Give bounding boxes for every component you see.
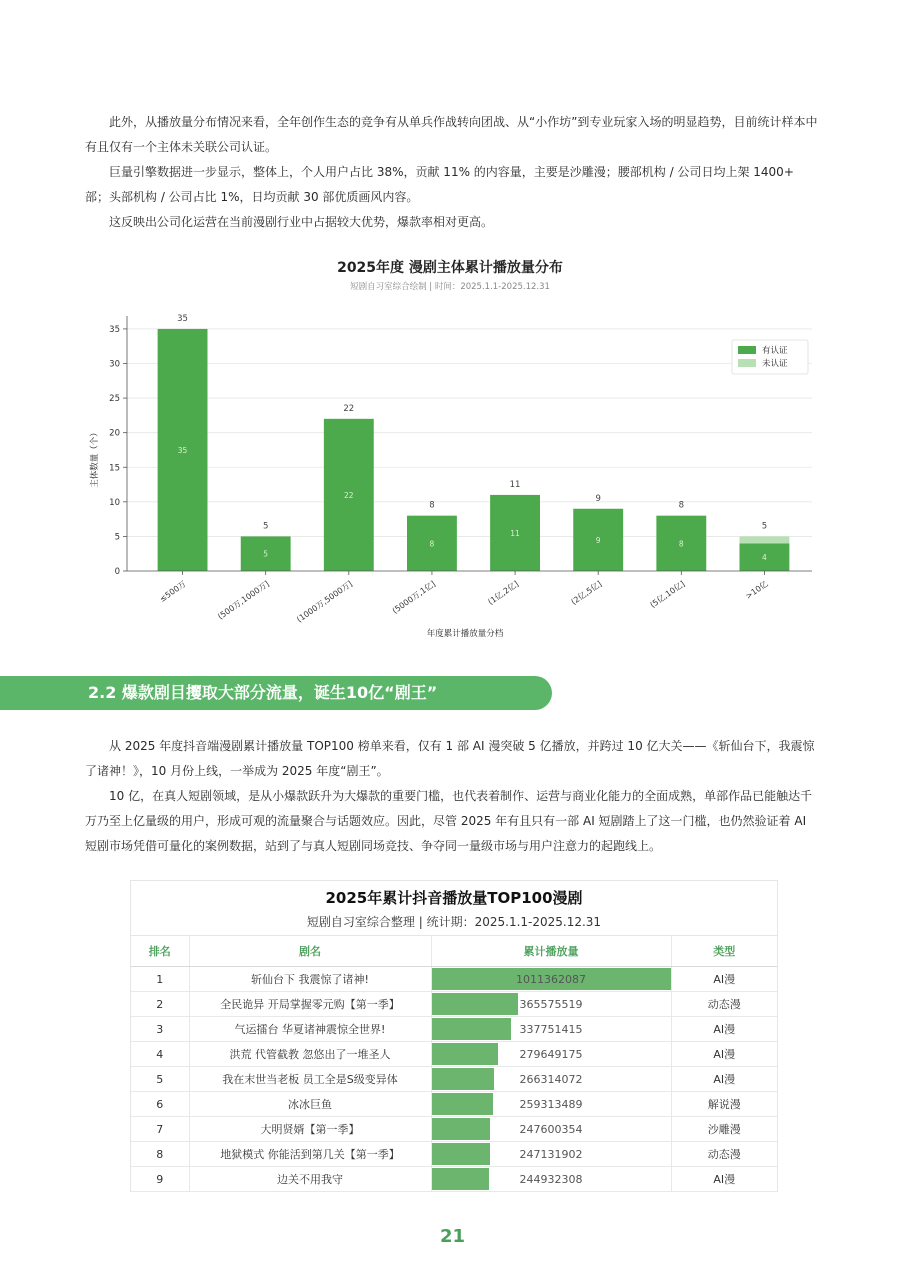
chart-title: 2025年度 漫剧主体累计播放量分布	[337, 260, 563, 276]
row-type: AI漫	[671, 1067, 777, 1092]
row-plays-cell	[431, 1067, 671, 1092]
bar-total-label: 22	[343, 403, 355, 414]
top100-table	[131, 935, 777, 1192]
table-header-row	[131, 936, 777, 967]
row-title: 大明贤婿【第一季】	[189, 1117, 431, 1142]
table-title: 2025年累计抖音播放量TOP100漫剧	[325, 889, 583, 907]
table-row	[131, 1142, 777, 1167]
table-row	[131, 967, 777, 992]
row-rank: 3	[131, 1017, 189, 1042]
y-tick-label: 15	[109, 463, 120, 474]
x-tick-label: (5000万,1亿]	[390, 579, 438, 616]
x-tick-label: (1000万,5000万]	[295, 579, 354, 625]
y-tick-label: 20	[109, 428, 120, 439]
y-tick-label: 35	[109, 324, 120, 335]
y-tick-label: 25	[109, 394, 120, 405]
bar-inner-label: 35	[177, 445, 188, 455]
row-title: 斩仙台下 我震惊了诸神!	[189, 967, 431, 992]
row-type: 动态漫	[671, 992, 777, 1017]
row-title: 冰冰巨鱼	[189, 1092, 431, 1117]
chart-y-axis-label: 主体数量（个）	[90, 428, 100, 488]
section-header-bar	[0, 676, 552, 710]
row-title: 洪荒 代管截教 忽悠出了一堆圣人	[189, 1042, 431, 1067]
page-number: 21	[439, 1226, 466, 1247]
row-plays-cell	[431, 1142, 671, 1167]
bar-total-label: 8	[678, 500, 685, 511]
intro-paragraph-1: 此外，从播放量分布情况来看，全年创作生态的竞争有从单兵作战转向团战、从“小作坊”到专业玩家入场的明显趋势，目前统计样本中有且仅有一个主体未关联公司认证。	[85, 115, 818, 154]
chart-svg	[80, 250, 820, 650]
bar-total-label: 35	[177, 313, 188, 324]
row-rank: 1	[131, 967, 189, 992]
table-row	[131, 1092, 777, 1117]
intro-paragraph-3: 这反映出公司化运营在当前漫剧行业中占据较大优势，爆款率相对更高。	[109, 215, 494, 229]
row-plays-cell	[431, 1117, 671, 1142]
table-row	[131, 992, 777, 1017]
row-type: AI漫	[671, 967, 777, 992]
bar-inner-label: 8	[429, 539, 435, 549]
header-rank: 排名	[131, 936, 189, 967]
header-name: 剧名	[189, 936, 431, 967]
y-tick-label: 0	[114, 567, 120, 577]
row-type: AI漫	[671, 1167, 777, 1192]
bar-inner-label: 5	[263, 549, 269, 559]
x-tick-label: (2亿,5亿]	[569, 579, 604, 607]
y-tick-label: 10	[109, 497, 120, 508]
x-tick-label: (1亿,2亿]	[486, 579, 521, 607]
table-row	[131, 1067, 777, 1092]
header-plays: 累计播放量	[431, 936, 671, 967]
table-row	[131, 1017, 777, 1042]
chart-bars	[158, 314, 790, 571]
table-row	[131, 1167, 777, 1192]
row-type: 解说漫	[671, 1092, 777, 1117]
row-rank: 9	[131, 1167, 189, 1192]
top100-table-card	[130, 880, 778, 1192]
row-rank: 8	[131, 1142, 189, 1167]
y-tick-label: 30	[109, 359, 120, 370]
row-rank: 6	[131, 1092, 189, 1117]
row-plays: 247600354	[519, 1122, 583, 1136]
table-row	[131, 1042, 777, 1067]
body-paragraph-1: 从 2025 年度抖音端漫剧累计播放量 TOP100 榜单来看，仅有 1 部 AI 漫突破 5 亿播放，并跨过 10 亿大关——《斩仙台下，我震惊了诸神！》，10 月份上线，一举成为 2025 年度“剧王”。	[85, 739, 815, 778]
bar-inner-label: 4	[762, 553, 767, 563]
row-type: 动态漫	[671, 1142, 777, 1167]
bar-uncertified	[740, 536, 790, 543]
row-title: 边关不用我守	[189, 1167, 431, 1192]
x-tick-label: (5亿,10亿]	[648, 579, 687, 610]
x-tick-label: >10亿	[744, 579, 770, 601]
row-plays: 266314072	[519, 1072, 583, 1086]
section-title: 2.2 爆款剧目攫取大部分流量，诞生10亿“剧王”	[88, 683, 438, 702]
row-plays-cell	[431, 992, 671, 1017]
bar-inner-label: 11	[510, 528, 520, 538]
row-title: 全民诡异 开局掌握零元购【第一季】	[189, 992, 431, 1017]
row-type: AI漫	[671, 1042, 777, 1067]
legend-swatch	[738, 346, 756, 354]
chart-subtitle: 短剧自习室综合绘制 | 时间：2025.1.1-2025.12.31	[350, 282, 550, 292]
bar-total-label: 9	[595, 493, 601, 504]
bar-total-label: 5	[761, 521, 768, 532]
bar-total-label: 5	[262, 521, 269, 532]
chart-legend	[732, 340, 808, 374]
row-title: 气运擂台 华夏诸神震惊全世界!	[189, 1017, 431, 1042]
chart-axes	[109, 313, 812, 625]
bar-total-label: 8	[429, 500, 435, 511]
row-plays: 279649175	[519, 1047, 583, 1061]
row-plays-cell	[431, 1167, 671, 1192]
row-plays: 259313489	[519, 1097, 583, 1111]
legend-swatch	[738, 359, 756, 367]
play-distribution-chart	[80, 250, 820, 650]
row-rank: 5	[131, 1067, 189, 1092]
row-plays: 337751415	[519, 1022, 583, 1036]
bar-inner-label: 8	[678, 539, 684, 549]
row-type: AI漫	[671, 1017, 777, 1042]
x-tick-label: ≤500万	[157, 579, 188, 604]
row-plays-cell	[431, 967, 671, 992]
row-plays-cell	[431, 1042, 671, 1067]
row-rank: 4	[131, 1042, 189, 1067]
y-tick-label: 5	[114, 532, 120, 543]
bar-total-label: 11	[509, 479, 521, 490]
table-subtitle: 短剧自习室综合整理 | 统计期：2025.1.1-2025.12.31	[306, 915, 602, 929]
body-paragraph-2: 10 亿，在真人短剧领域，是从小爆款跃升为大爆款的重要门槛，也代表着制作、运营与商业化能力的全面成熟，单部作品已能触达千万乃至上亿量级的用户，形成可观的流量聚合与话题效应。因此，尽管 2025 年有且只有一部 AI 短剧踏上了这一门槛，也仍然验证着 AI 短剧市场凭借可量化的案例数据，站到了与真人短剧同场竞技、争夺同一量级市场与用户注意力的起跑线上。	[85, 789, 813, 853]
row-plays: 244932308	[519, 1172, 583, 1186]
x-tick-label: (500万,1000万]	[216, 579, 271, 622]
legend-label: 未认证	[762, 359, 788, 369]
row-plays-cell	[431, 1092, 671, 1117]
intro-paragraph-2: 巨量引擎数据进一步显示，整体上，个人用户占比 38%，贡献 11% 的内容量，主要是沙雕漫；腰部机构 / 公司日均上架 1400+ 部；头部机构 / 公司占比 1%，日均贡献 30 部优质画风内容。	[85, 165, 794, 204]
table-body	[131, 967, 777, 1192]
row-type: 沙雕漫	[671, 1117, 777, 1142]
legend-label: 有认证	[762, 346, 788, 356]
row-rank: 7	[131, 1117, 189, 1142]
bar-inner-label: 9	[595, 535, 601, 545]
row-title: 地狱模式 你能活到第几关【第一季】	[189, 1142, 431, 1167]
row-plays: 365575519	[519, 997, 583, 1011]
bar-inner-label: 22	[344, 490, 354, 500]
row-rank: 2	[131, 992, 189, 1017]
chart-grid	[127, 329, 812, 536]
row-plays: 1011362087	[516, 972, 586, 986]
row-plays-cell	[431, 1017, 671, 1042]
row-title: 我在末世当老板 员工全是S级变异体	[189, 1067, 431, 1092]
row-plays: 247131902	[519, 1147, 583, 1161]
table-row	[131, 1117, 777, 1142]
header-type: 类型	[671, 936, 777, 967]
chart-x-axis-label: 年度累计播放量分档	[426, 629, 504, 639]
